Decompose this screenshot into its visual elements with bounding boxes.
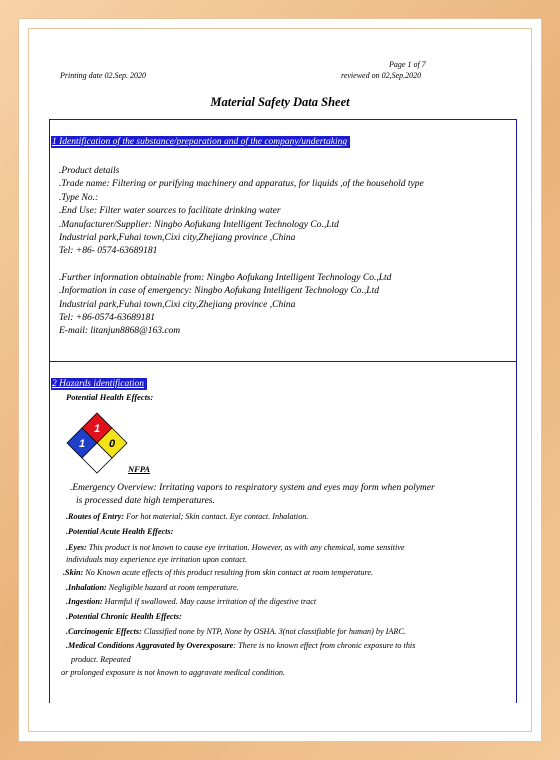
hazard-items bbox=[61, 510, 512, 680]
spacer bbox=[59, 259, 424, 272]
skin-effects: .Skin: No Known acute effects of this product resulting from skin contact at room temperature. bbox=[63, 568, 374, 578]
ingestion-effects: .Ingestion: Harmful if swallowed. May cause irritation of the digestive tract bbox=[66, 597, 317, 607]
chronic-effects: .Potential Chronic Health Effects: bbox=[66, 611, 182, 621]
carcinogenic-effects: .Carcinogenic Effects: Classified none by NTP, None by OSHA. 3(not classifiable for human) by IARC. bbox=[66, 626, 406, 636]
product-details: .Product details bbox=[59, 166, 120, 176]
medical-conditions-cont: product. Repeated bbox=[71, 654, 131, 664]
medical-conditions-cont-2: or prolonged exposure is not known to aggravate medical condition. bbox=[61, 667, 286, 677]
nfpa-flammability-value: 1 bbox=[93, 423, 101, 435]
eyes-effects-cont: individuals may experience eye irritation upon contact. bbox=[66, 555, 248, 565]
type-no: .Type No.: bbox=[59, 192, 99, 203]
section-1-heading: 1 Identification of the substance/preparation and of the company/undertaking bbox=[51, 136, 350, 148]
manufacturer-address: Industrial park,Fuhai town,Cixi city,Zhejiang province ,China bbox=[59, 233, 296, 244]
trade-name: .Trade name: Filtering or purifying machinery and apparatus, for liquids ,of the household type bbox=[59, 179, 424, 190]
emergency-overview-line-1: .Emergency Overview: Irritating vapors to respiratory system and eyes may form when polymer bbox=[70, 483, 435, 493]
emergency-tel: Tel: +86-0574-63689181 bbox=[59, 313, 156, 324]
section-2-heading: 2 Hazards identification bbox=[51, 378, 147, 390]
acute-effects: .Potential Acute Health Effects: bbox=[66, 526, 174, 536]
manufacturer-tel: Tel: +86- 0574-63689181 bbox=[59, 246, 158, 257]
reviewed-date: reviewed on 02,Sep.2020 bbox=[341, 71, 422, 80]
printing-date: Printing date 02.Sep. 2020 bbox=[60, 71, 146, 80]
medical-conditions: .Medical Conditions Aggravated by Overexposure: There is no known effect from chronic exposure to this bbox=[66, 641, 416, 651]
email: E-mail: litanjun8868@163.com bbox=[59, 326, 181, 337]
nfpa-label: NFPA bbox=[128, 464, 151, 474]
potential-health-effects: Potential Health Effects: bbox=[66, 392, 154, 402]
emergency-overview-line-2: is processed date high temperatures. bbox=[76, 496, 215, 507]
section-1-box bbox=[49, 119, 517, 362]
routes-of-entry: .Routes of Entry: For hot material; Skin contact. Eye contact. Inhalation. bbox=[66, 512, 309, 521]
further-info: .Further information obtainable from: Ningbo Aofukang Intelligent Technology Co.,Ltd bbox=[59, 272, 392, 283]
eyes-effects: .Eyes: This product is not known to cause eye irritation. However, as with any chemical, some sensitive bbox=[66, 543, 405, 553]
end-use: .End Use: Filter water sources to facilitate drinking water bbox=[59, 206, 281, 217]
section-2-box bbox=[49, 361, 517, 703]
inhalation-effects: .Inhalation: Negligible hazard at room temperature. bbox=[66, 582, 239, 592]
document-title: Material Safety Data Sheet bbox=[210, 95, 350, 109]
nfpa-health-value: 1 bbox=[78, 438, 86, 450]
section-1-lines bbox=[59, 165, 424, 339]
manufacturer: .Manufacturer/Supplier: Ningbo Aofukang Intelligent Technology Co.,Ltd bbox=[59, 219, 339, 230]
emergency-overview bbox=[70, 482, 435, 508]
page-number: Page 1 of 7 bbox=[389, 60, 426, 69]
emergency-info: .Information in case of emergency: Ningbo Aofukang Intelligent Technology Co.,Ltd bbox=[59, 286, 379, 297]
nfpa-diamond-icon bbox=[64, 412, 130, 474]
emergency-address: Industrial park,Fuhai town,Cixi city,Zhejiang province ,China bbox=[59, 299, 296, 310]
nfpa-reactivity-value: 0 bbox=[108, 438, 116, 450]
